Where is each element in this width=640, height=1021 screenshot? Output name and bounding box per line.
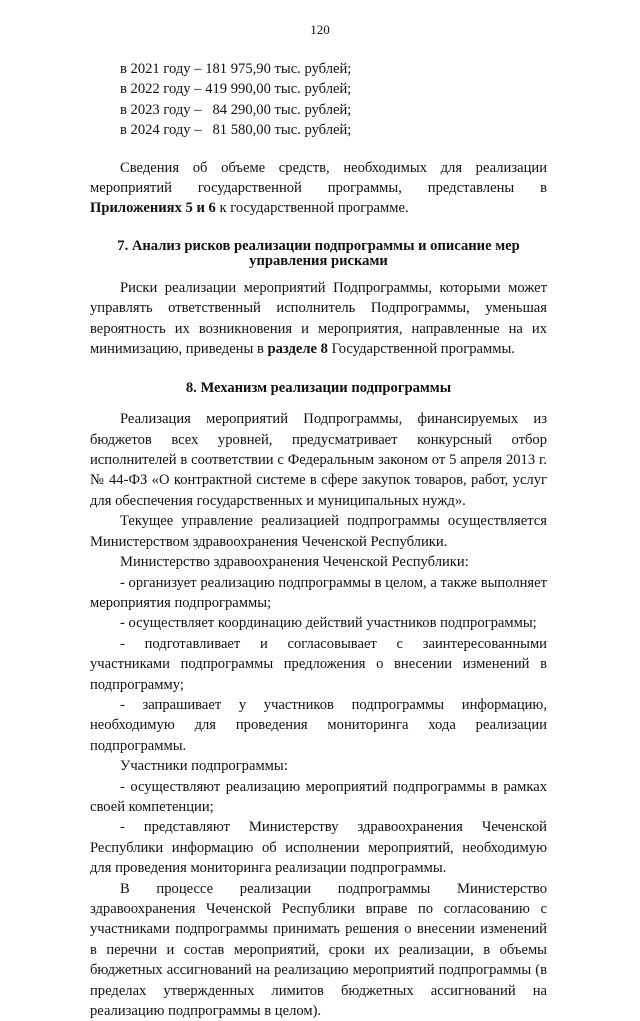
section-8-heading: 8. Механизм реализации подпрограммы xyxy=(185,379,452,396)
appendix-reference: Приложениях 5 и 6 xyxy=(90,200,216,217)
implementation-paragraph: Реализация мероприятий Подпрограммы, финансируемых из бюджетов всех уровней, предусматривает конкурсный отбор исполнителей в соответствии с Федеральным законом от 5 апреля 2013 г. № 44-ФЗ «О контрактной системе в сфере закупок товаров, работ, услуг для обеспечения государственных и муниципальных нужд». xyxy=(90,411,547,509)
page-number: 120 xyxy=(310,22,330,37)
funding-note-text: Сведения об объеме средств, необходимых для реализации мероприятий государственной программы, представлены в xyxy=(90,159,547,197)
risk-paragraph xyxy=(90,278,547,360)
ministry-intro: Министерство здравоохранения Чеченской Республики: xyxy=(120,554,469,571)
final-paragraph: В процессе реализации подпрограммы Министерство здравоохранения Чеченской Республики вправе по согласованию с участниками подпрограммы принимать решения о внесении изменений в перечни и состав мероприятий, сроки их реализации, в объемы бюджетных ассигнований на реализацию мероприятий подпрограммы (в пределах утвержденных лимитов бюджетных ассигнований на реализацию подпрограммы в целом). xyxy=(90,880,547,1020)
ministry-duty-item: - осуществляет координацию действий участников подпрограммы; xyxy=(120,615,537,632)
section-reference: разделе 8 xyxy=(267,341,328,358)
section-7-heading: 7. Анализ рисков реализации подпрограммы и описание мер управления рисками xyxy=(117,237,520,270)
document-body xyxy=(90,59,547,1021)
risk-tail: Государственной программы. xyxy=(327,341,515,358)
funding-list xyxy=(90,59,547,141)
ministry-duty-item: - подготавливает и согласовывает с заинтересованными участниками подпрограммы предложения о внесении изменений в подпрограмму; xyxy=(90,635,547,693)
risk-text: Риски реализации мероприятий Подпрограммы, которыми может управлять ответственный исполнитель Подпрограммы, уменьшая вероятность их возникновения и мероприятия, направленные на их минимизацию, приведены в xyxy=(90,280,547,358)
participant-duty-item: - осуществляют реализацию мероприятий подпрограммы в рамках своей компетенции; xyxy=(90,778,547,815)
funding-line-2024: в 2024 году – 81 580,00 тыс. рублей; xyxy=(120,122,352,139)
funding-line-2021: в 2021 году – 181 975,90 тыс. рублей; xyxy=(120,61,352,77)
funding-line-2022: в 2022 году – 419 990,00 тыс. рублей; xyxy=(120,81,352,98)
ministry-duty-item: - организует реализацию подпрограммы в целом, а также выполняет мероприятия подпрограммы; xyxy=(90,574,547,611)
funding-note-paragraph xyxy=(90,158,547,219)
participants-intro: Участники подпрограммы: xyxy=(120,758,288,775)
management-paragraph: Текущее управление реализацией подпрограммы осуществляется Министерством здравоохранения Чеченской Республики. xyxy=(90,513,547,550)
funding-line-2023: в 2023 году – 84 290,00 тыс. рублей; xyxy=(120,101,352,118)
ministry-duty-item: - запрашивает у участников подпрограммы информацию, необходимую для проведения мониторинга хода реализации подпрограммы. xyxy=(90,696,547,754)
funding-note-tail: к государственной программе. xyxy=(215,200,409,217)
participant-duty-item: - представляют Министерству здравоохранения Чеченской Республики информацию об исполнении мероприятий, необходимую для проведения мониторинга реализации подпрограммы. xyxy=(90,819,547,877)
